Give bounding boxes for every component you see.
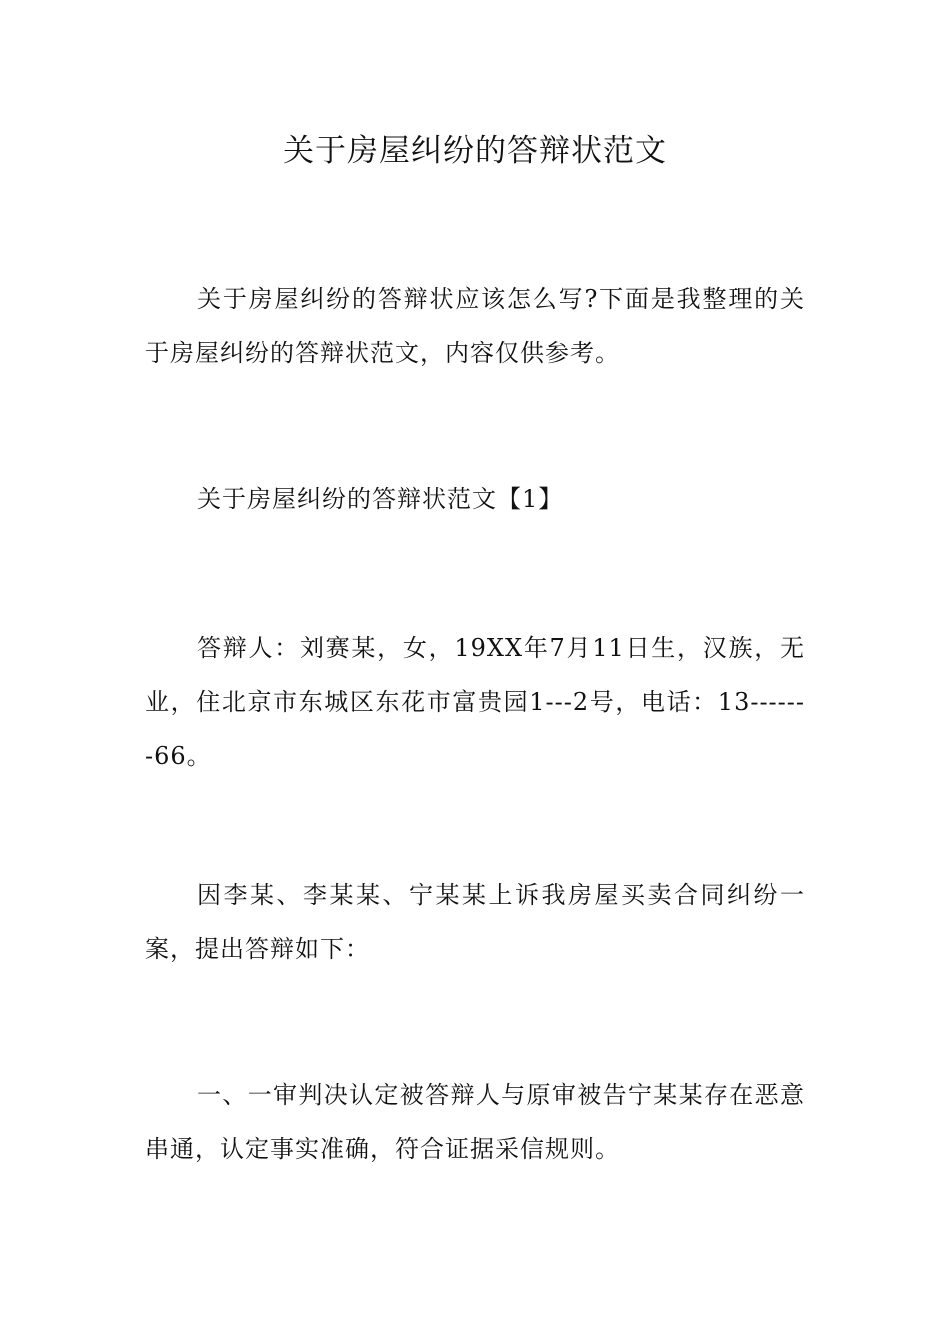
respondent-info-paragraph: 答辩人：刘赛某，女，19XX年7月11日生，汉族，无业，住北京市东城区东花市富贵园1---2号，电话：13-------66。 (145, 634, 805, 770)
intro-paragraph: 关于房屋纠纷的答辩状应该怎么写?下面是我整理的关于房屋纠纷的答辩状范文，内容仅供参考。 (145, 285, 805, 367)
defense-point-one-paragraph: 一、一审判决认定被答辩人与原审被告宁某某存在恶意串通，认定事实准确，符合证据采信规则。 (145, 1081, 805, 1163)
document-title: 关于房屋纠纷的答辩状范文 (283, 133, 667, 169)
section-heading: 关于房屋纠纷的答辩状范文【1】 (197, 485, 564, 513)
case-statement-paragraph: 因李某、李某某、宁某某上诉我房屋买卖合同纠纷一案，提出答辩如下： (145, 881, 805, 963)
